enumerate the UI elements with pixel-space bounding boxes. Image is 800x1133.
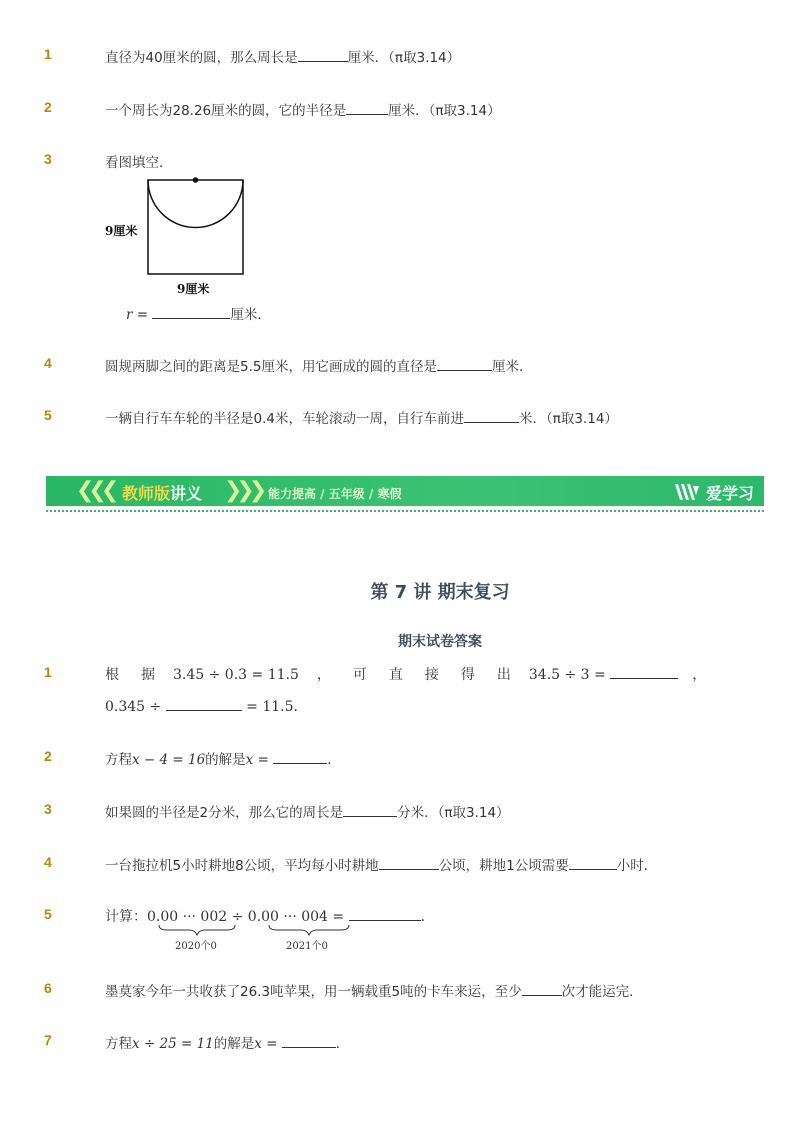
underbrace-icons (155, 923, 355, 937)
answer-blank[interactable] (166, 698, 242, 711)
question-number: 2 (44, 99, 52, 115)
question-text: 圆规两脚之间的距离是5.5厘米，用它画成的圆的直径是 厘米． (105, 359, 533, 375)
question-text: 墨莫家今年一共收获了26.3吨苹果，用一辆载重5吨的卡车来运，至少 次才能运完． (105, 984, 643, 1000)
answer-blank[interactable] (437, 358, 492, 371)
answer-blank[interactable] (152, 306, 230, 319)
answer-blank[interactable] (273, 751, 327, 764)
dotted-divider (46, 510, 764, 512)
question-number: 5 (44, 906, 52, 922)
answer-blank[interactable] (569, 857, 617, 870)
question-text: 一个周长为28.26厘米的圆，它的半径是 厘米．（π取3.14） (105, 103, 501, 119)
answer-line: r = 厘米． (126, 307, 271, 323)
chevron-right-icon: ❯❯❯ (224, 478, 262, 503)
brace-label-a: 2020个0 (175, 941, 217, 952)
brand-logo: 爱学习 (674, 481, 754, 504)
chevron-left-icon: ❮❮❮ (76, 478, 114, 503)
answer-blank[interactable] (282, 1035, 336, 1048)
banner-breadcrumb: 能力提高 / 五年级 / 寒假 (268, 487, 402, 501)
answer-blank[interactable] (522, 983, 562, 996)
question-text: 一辆自行车车轮的半径是0.4米，车轮滚动一周，自行车前进 米．（π取3.14） (105, 411, 618, 427)
book-logo-icon (674, 482, 700, 502)
answer-blank[interactable] (349, 908, 421, 921)
question-number: 3 (44, 801, 52, 817)
question-text: 方程x − 4 = 16的解是x = ． (105, 752, 341, 768)
banner-tag: 教师版讲义 (122, 484, 203, 503)
teacher-edition-banner (46, 476, 764, 506)
question-number: 1 (44, 664, 52, 680)
lecture-title: 第 7 讲 期末复习 (370, 582, 510, 603)
question-text: 计算：0.00 ··· 002 ÷ 0.00 ··· 004 = ． (105, 909, 435, 925)
answer-blank[interactable] (610, 666, 678, 679)
answer-blank[interactable] (346, 102, 388, 115)
question-text: 如果圆的半径是2分米，那么它的周长是 分米．（π取3.14） (105, 805, 510, 821)
question-number: 4 (44, 355, 52, 371)
figure-left-label: 9厘米 (105, 224, 138, 238)
question-number: 7 (44, 1032, 52, 1048)
answer-blank[interactable] (464, 410, 519, 423)
answer-blank[interactable] (379, 857, 439, 870)
question-text: 直径为40厘米的圆，那么周长是 厘米．（π取3.14） (105, 50, 461, 66)
expr-b: 0.00 ··· 004 (247, 909, 328, 925)
question-number: 6 (44, 980, 52, 996)
square-semicircle-figure (105, 172, 255, 306)
brace-label-b: 2021个0 (286, 941, 328, 952)
question-number: 4 (44, 854, 52, 870)
question-number: 5 (44, 407, 52, 423)
question-number: 3 (44, 151, 52, 167)
question-line-1: 根 据 3.45 ÷ 0.3 = 11.5 ， 可 直 接 得 出 34.5 ÷ 3 = ， (105, 667, 707, 683)
figure-bottom-label: 9厘米 (177, 282, 210, 296)
question-line-2: 0.345 ÷ = 11.5． (105, 699, 308, 715)
answer-blank[interactable] (298, 49, 348, 62)
question-text: 一台拖拉机5小时耕地8公顷，平均每小时耕地 公顷，耕地1公顷需要 小时． (105, 858, 658, 874)
question-text: 方程x ÷ 25 = 11的解是x = ． (105, 1036, 350, 1052)
question-number: 1 (44, 46, 52, 62)
answer-blank[interactable] (343, 804, 397, 817)
lecture-subtitle: 期末试卷答案 (398, 634, 482, 650)
question-text: 看图填空． (105, 155, 173, 171)
question-number: 2 (44, 748, 52, 764)
expr-a: 0.00 ··· 002 (147, 909, 228, 925)
